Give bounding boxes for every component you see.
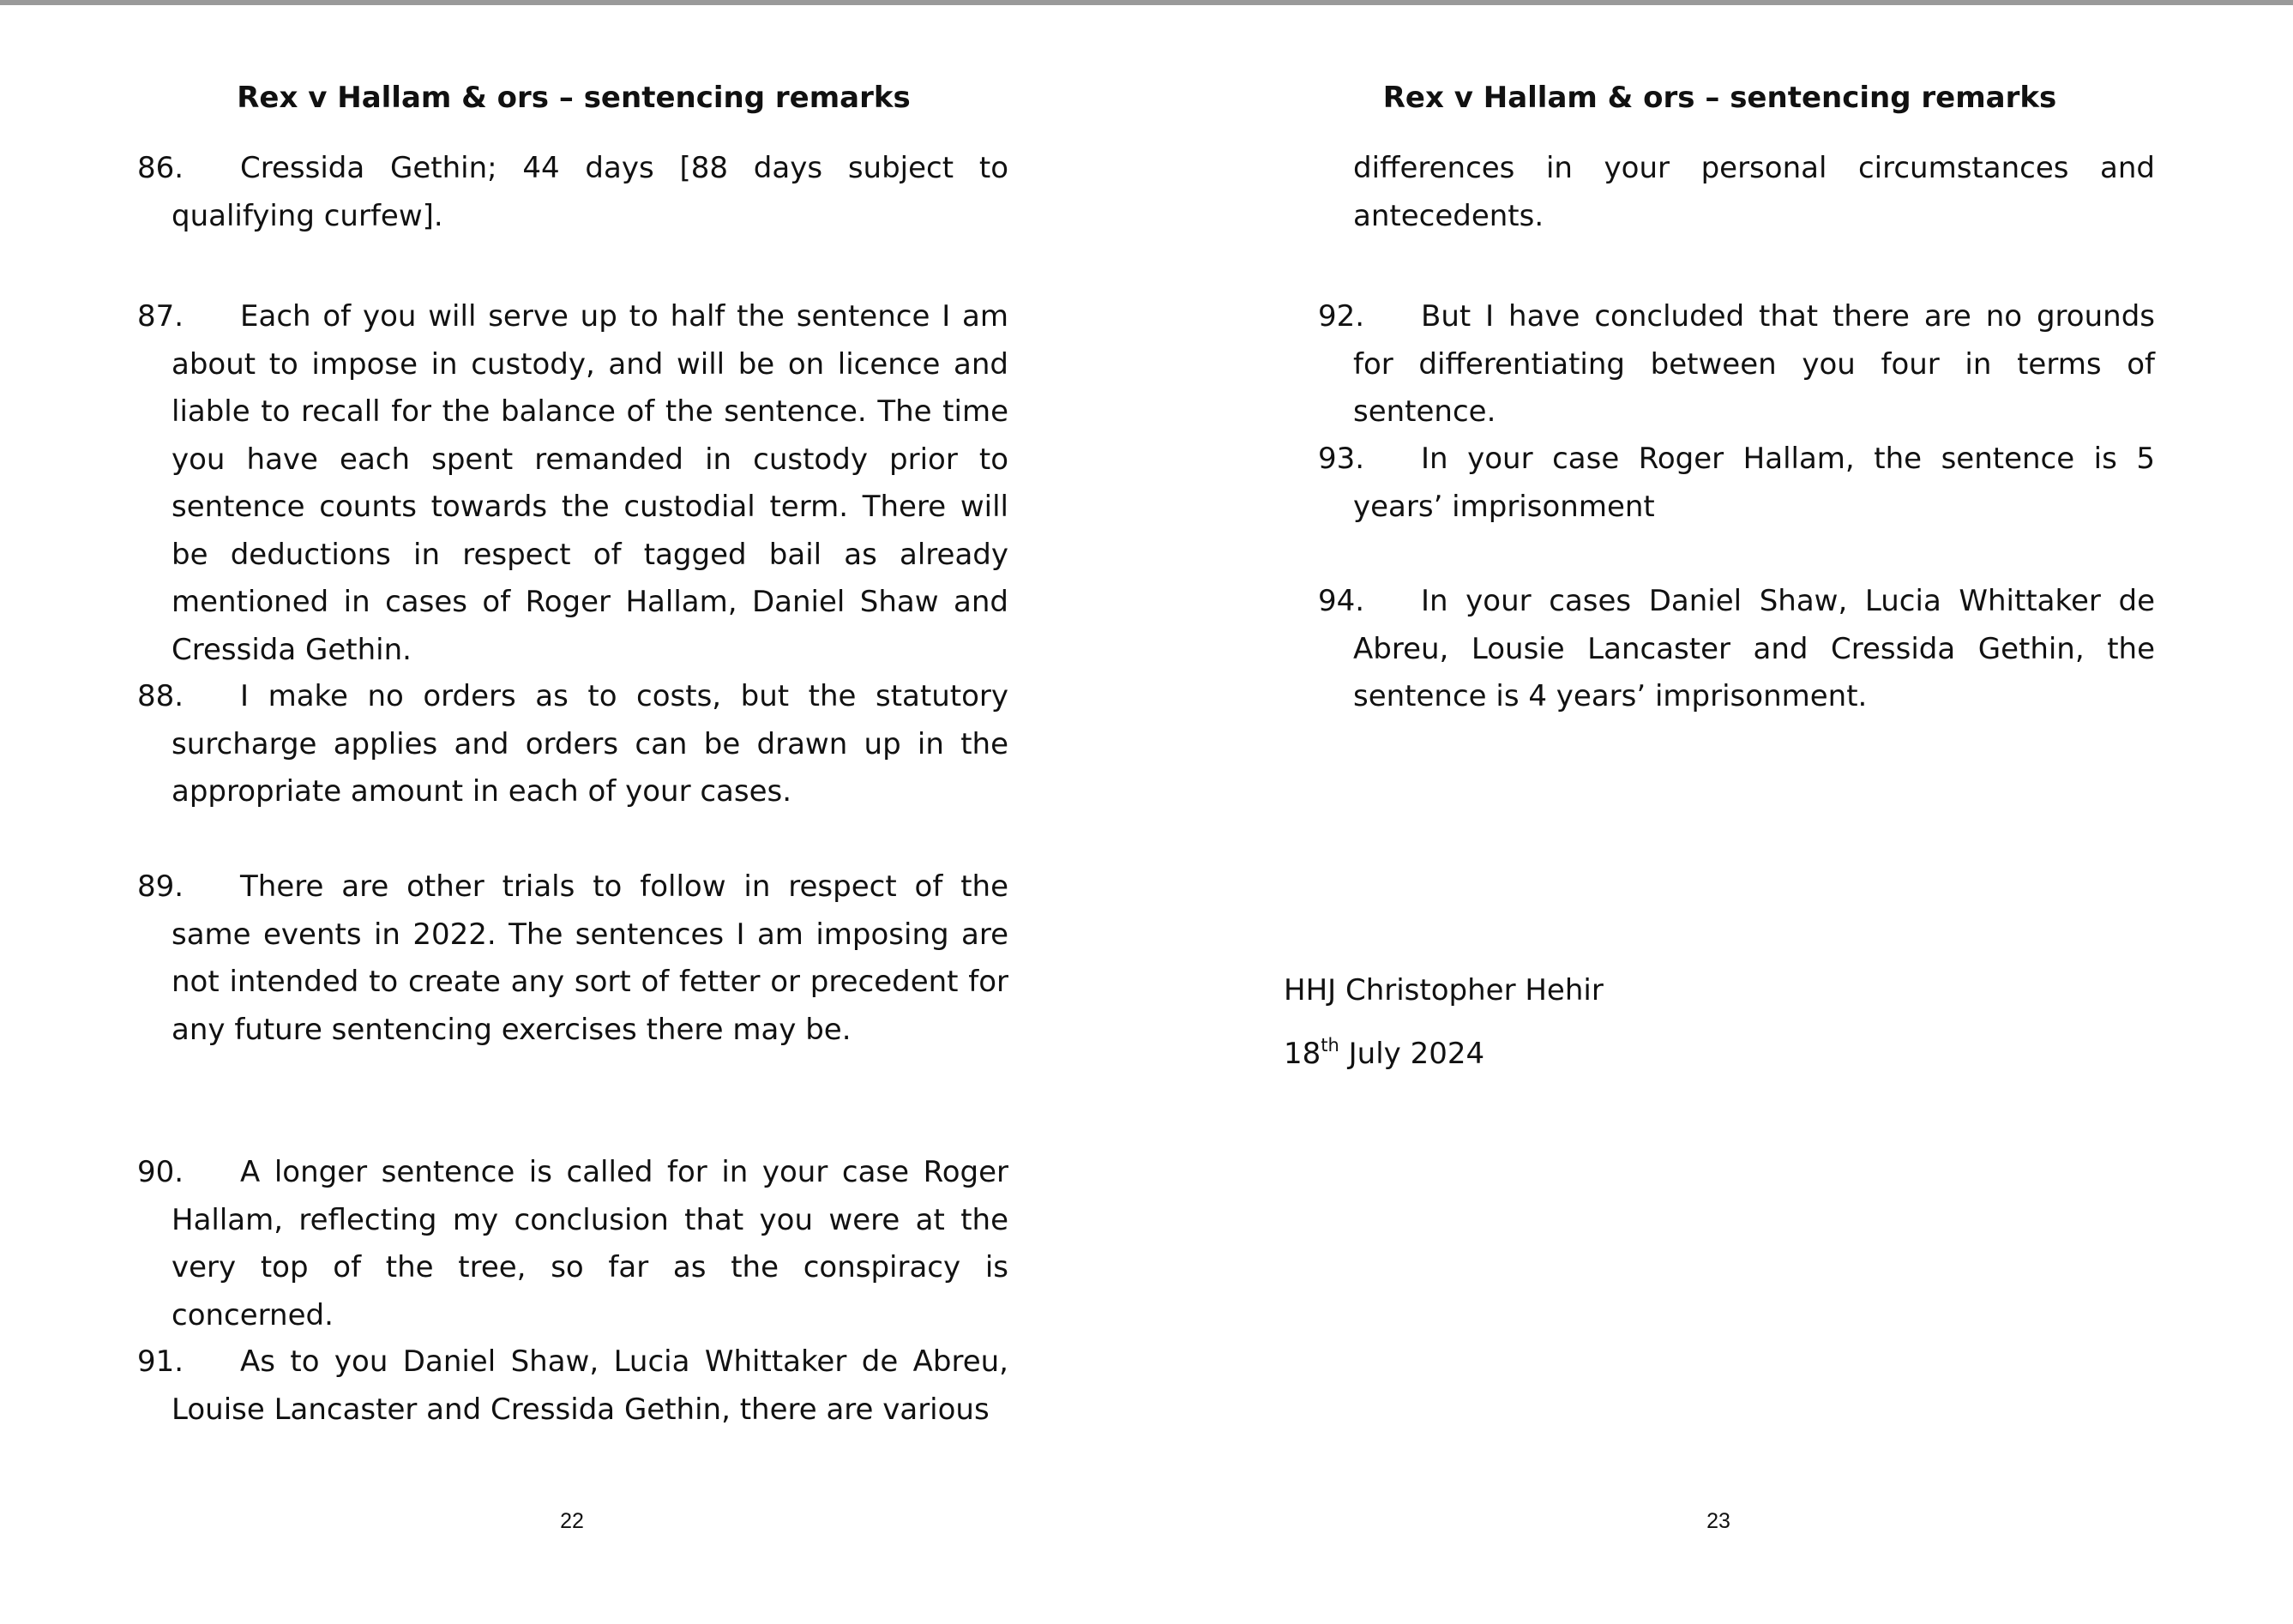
judgment-date <box>1284 1033 1484 1074</box>
page-number: 22 <box>560 1509 584 1533</box>
paragraph-text: But I have concluded that there are no grounds for differentiating between you four in terms of sentence. <box>1353 299 2155 429</box>
date-month-year: July 2024 <box>1339 1037 1485 1071</box>
paragraph-92: 92. But I have concluded that there are no grounds for differentiating between you four in terms of sentence. <box>1318 299 2155 429</box>
paragraph-90: 90. A longer sentence is called for in your case Roger Hallam, reflecting my conclusion that you were at the very top of the tree, so far as the conspiracy is concerned. <box>137 1155 1008 1332</box>
paragraph-continuation: differences in your personal circumstances and antecedents. <box>1353 151 2155 233</box>
date-day: 18 <box>1284 1037 1321 1071</box>
judge-name: HHJ Christopher Hehir <box>1284 973 1604 1007</box>
page-header: Rex v Hallam & ors – sentencing remarks <box>237 81 911 115</box>
paragraph-91: 91. As to you Daniel Shaw, Lucia Whittaker de Abreu, Louise Lancaster and Cressida Gethin, there are various <box>137 1344 1008 1427</box>
paragraph-93: 93. In your case Roger Hallam, the sentence is 5 years’ imprisonment <box>1318 442 2155 524</box>
paragraph-text: Cressida Gethin; 44 days [88 days subject to qualifying curfew]. <box>172 151 1008 233</box>
paragraph-text: As to you Daniel Shaw, Lucia Whittaker de Abreu, Louise Lancaster and Cressida Gethin, there are various <box>172 1344 1008 1427</box>
paragraph-text: Each of you will serve up to half the sentence I am about to impose in custody, and will be on licence and liable to recall for the balance of the sentence. The time you have each spent remanded in custody prior to sentence counts towards the custodial term. There will be deductions in respect of tagged bail as already mentioned in cases of Roger Hallam, Daniel Shaw and Cressida Gethin. <box>172 299 1008 667</box>
page-22 <box>0 5 1146 1624</box>
page-23 <box>1146 5 2293 1624</box>
paragraph-87: 87. Each of you will serve up to half the sentence I am about to impose in custody, and will be on licence and liable to recall for the balance of the sentence. The time you have each spent remanded in custody prior to sentence counts towards the custodial term. There will be deductions in respect of tagged bail as already mentioned in cases of Roger Hallam, Daniel Shaw and Cressida Gethin. <box>137 299 1008 667</box>
date-suffix: th <box>1321 1035 1339 1056</box>
paragraph-text: There are other trials to follow in respect of the same events in 2022. The sentences I am imposing are not intended to create any sort of fetter or precedent for any future sentencing exercises there may be. <box>172 869 1008 1047</box>
page-number: 23 <box>1706 1509 1730 1533</box>
paragraph-text: A longer sentence is called for in your case Roger Hallam, reflecting my conclusion that you were at the very top of the tree, so far as the conspiracy is concerned. <box>172 1155 1008 1332</box>
paragraph-94: 94. In your cases Daniel Shaw, Lucia Whittaker de Abreu, Lousie Lancaster and Cressida Gethin, the sentence is 4 years’ imprisonment. <box>1318 584 2155 713</box>
page-header: Rex v Hallam & ors – sentencing remarks <box>1382 81 2057 115</box>
paragraph-88: 88. I make no orders as to costs, but the statutory surcharge applies and orders can be drawn up in the appropriate amount in each of your cases. <box>137 679 1008 809</box>
paragraph-text: I make no orders as to costs, but the statutory surcharge applies and orders can be drawn up in the appropriate amount in each of your cases. <box>172 679 1008 809</box>
paragraph-text: In your case Roger Hallam, the sentence is 5 years’ imprisonment <box>1353 442 2155 524</box>
paragraph-86: 86. Cressida Gethin; 44 days [88 days subject to qualifying curfew]. <box>137 151 1008 233</box>
paragraph-text: In your cases Daniel Shaw, Lucia Whittaker de Abreu, Lousie Lancaster and Cressida Gethin, the sentence is 4 years’ imprisonment. <box>1353 584 2155 713</box>
paragraph-89: 89. There are other trials to follow in respect of the same events in 2022. The sentences I am imposing are not intended to create any sort of fetter or precedent for any future sentencing exercises there may be. <box>137 869 1008 1047</box>
